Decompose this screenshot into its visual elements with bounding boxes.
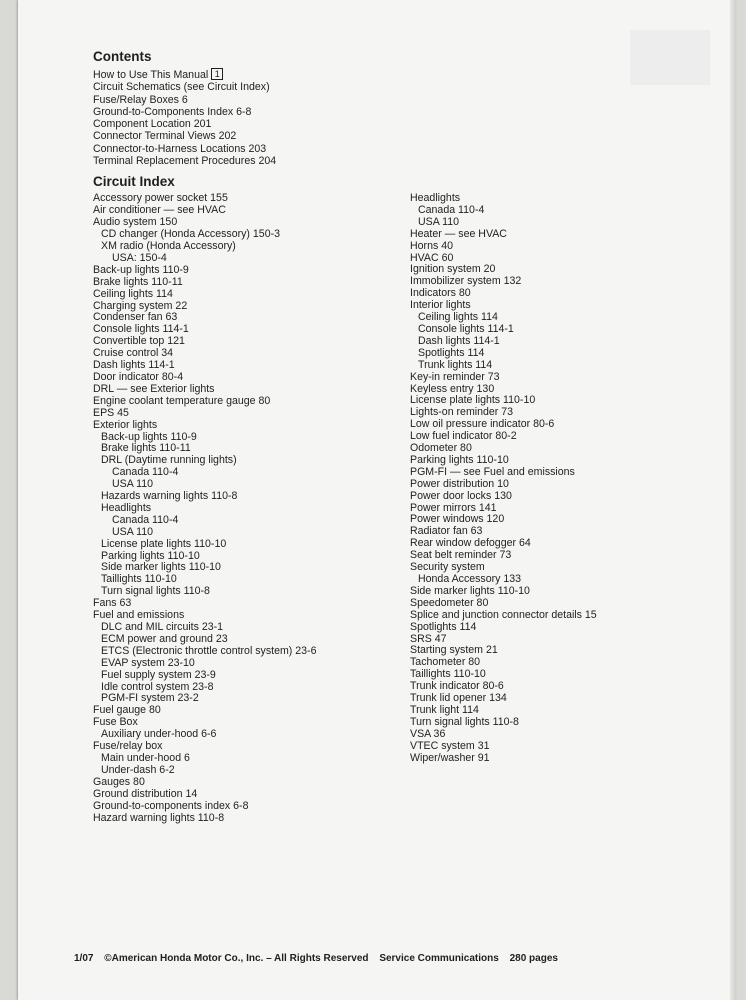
entry-text: Spotlights 114 [418,346,485,359]
entry-text: Interior lights [410,299,471,312]
entry-text: Parking lights 110-10 [101,549,200,562]
entry-text: Tachometer 80 [410,656,481,669]
entry-text: DRL — see Exterior lights [93,382,215,395]
entry-text: Component Location 201 [93,118,212,131]
footer-department: Service Communications [379,953,499,964]
entry-text: Cruise control 34 [93,347,174,360]
entry-text: Spotlights 114 [410,620,477,633]
entry-text: Console lights 114-1 [418,322,514,335]
entry-text: Brake lights 110-11 [93,275,183,288]
contents-item [93,94,423,106]
entry-text: Heater — see HVAC [410,227,507,240]
index-entry [410,229,730,241]
entry-text: Power distribution 10 [410,477,509,490]
entry-text: How to Use This Manual [93,69,209,81]
entry-text: Side marker lights 110-10 [101,561,221,574]
boxed-page-number: 1 [211,68,223,80]
entry-text: Odometer 80 [410,442,472,455]
entry-text: SRS 47 [410,632,447,645]
entry-text: Hazards warning lights 110-8 [101,490,238,503]
entry-text: Terminal Replacement Procedures 204 [93,155,277,168]
entry-text: Parking lights 110-10 [410,453,509,466]
entry-text: Speedometer 80 [410,596,489,609]
entry-text: Key-in reminder 73 [410,370,500,383]
entry-text: Headlights [410,192,461,204]
entry-text: Fans 63 [93,597,132,610]
entry-text: Connector-to-Harness Locations 203 [93,142,267,155]
entry-text: XM radio (Honda Accessory) [101,240,236,252]
entry-text: Keyless entry 130 [410,382,495,395]
entry-text: Security system [410,561,485,574]
index-entry [93,705,423,717]
left-column [93,48,423,824]
entry-text: Headlights [101,501,152,514]
entry-text: Fuel gauge 80 [93,704,161,717]
entry-text: License plate lights 110-10 [410,394,536,407]
entry-text: Canada 110-4 [418,203,485,216]
entry-text: Taillights 110-10 [101,573,177,586]
entry-text: Low oil pressure indicator 80-6 [410,418,555,431]
entry-text: Turn signal lights 110-8 [101,585,210,598]
entry-text: Power mirrors 141 [410,501,497,514]
entry-text: VSA 36 [410,727,446,740]
entry-text: Low fuel indicator 80-2 [410,430,517,443]
entry-text: Engine coolant temperature gauge 80 [93,394,271,407]
entry-text: Brake lights 110-11 [101,442,191,455]
contents-list [93,68,423,167]
document-page [18,0,736,1000]
page-footer [74,953,566,964]
entry-text: Radiator fan 63 [410,525,483,538]
contents-item [93,106,423,118]
entry-text: USA 110 [418,215,460,228]
entry-text: Fuse Box [93,716,138,729]
circuit-index-heading: Circuit Index [93,174,175,190]
entry-text: Ignition system 20 [410,263,496,276]
entry-text: Power door locks 130 [410,489,512,502]
footer-copyright: ©American Honda Motor Co., Inc. – All Rights Reserved [104,953,369,964]
entry-text: Ground-to-Components Index 6-8 [93,105,252,118]
entry-text: Accessory power socket 155 [93,192,228,205]
entry-text: Charging system 22 [93,299,188,312]
index-entry [410,717,730,729]
entry-text: Trunk light 114 [410,703,479,716]
entry-text: Dash lights 114-1 [93,359,175,372]
entry-text: Auxiliary under-hood 6-6 [101,728,217,741]
footer-date: 1/07 [74,953,94,964]
entry-text: Audio system 150 [93,216,178,229]
entry-text: Indicators 80 [410,287,471,300]
entry-text: USA 110 [112,525,154,538]
entry-text: USA 110 [112,478,154,491]
entry-text: Immobilizer system 132 [410,275,522,288]
entry-text: Trunk lid opener 134 [410,692,507,705]
entry-text: Condenser fan 63 [93,311,178,324]
entry-text: Main under-hood 6 [101,751,190,764]
entry-text: Air conditioner — see HVAC [93,204,226,217]
entry-text: Splice and junction connector details 15 [410,608,597,621]
entry-text: Convertible top 121 [93,335,185,348]
entry-text: Trunk indicator 80-6 [410,680,504,693]
entry-text: Lights-on reminder 73 [410,406,514,419]
entry-text: Fuse/Relay Boxes 6 [93,93,188,106]
contents-item [93,68,423,81]
entry-text: Canada 110-4 [112,466,179,479]
contents-item [93,81,423,93]
entry-text: CD changer (Honda Accessory) 150-3 [101,228,281,241]
contents-item [93,143,423,155]
entry-text: EVAP system 23-10 [101,656,195,669]
entry-text: Ground distribution 14 [93,787,198,800]
entry-text: Rear window defogger 64 [410,537,531,550]
index-entry [410,622,730,634]
entry-text: USA: 150-4 [112,251,167,264]
entry-text: HVAC 60 [410,251,454,264]
entry-text: EPS 45 [93,406,129,419]
entry-text: Gauges 80 [93,775,145,788]
entry-text: PGM-FI system 23-2 [101,692,199,705]
index-entry [410,241,730,253]
circuit-index-left-list [93,193,423,824]
entry-text: Fuel supply system 23-9 [101,668,216,681]
entry-text: Fuel and emissions [93,609,185,622]
entry-text: Dash lights 114-1 [418,334,500,347]
entry-text: ECM power and ground 23 [101,632,228,645]
entry-text: Ceiling lights 114 [93,287,173,300]
entry-text: Console lights 114-1 [93,323,189,336]
entry-text: Ground-to-components index 6-8 [93,799,249,812]
index-entry [93,813,423,825]
entry-text: Ceiling lights 114 [418,311,498,324]
entry-text: Wiper/washer 91 [410,751,490,764]
contents-item [93,118,423,130]
entry-text: Horns 40 [410,239,453,252]
entry-text: DLC and MIL circuits 23-1 [101,621,224,633]
entry-text: Connector Terminal Views 202 [93,130,237,143]
entry-text: Seat belt reminder 73 [410,549,512,562]
entry-text: Canada 110-4 [112,513,179,526]
entry-text: Hazard warning lights 110-8 [93,811,225,824]
entry-text: Idle control system 23-8 [101,680,214,693]
entry-text: Starting system 21 [410,644,498,657]
entry-text: Door indicator 80-4 [93,370,184,383]
contents-item [93,130,423,142]
index-entry [93,396,423,408]
entry-text: ETCS (Electronic throttle control system) 23-6 [101,644,317,657]
entry-text: Honda Accessory 133 [418,573,522,585]
entry-text: Fuse/relay box [93,740,163,753]
index-entry [410,753,730,765]
contents-heading: Contents [93,49,152,64]
contents-item [93,155,423,167]
entry-text: Trunk lights 114 [418,358,493,371]
bleed-through-tab [630,30,710,85]
entry-text: Taillights 110-10 [410,668,486,681]
entry-text: VTEC system 31 [410,739,490,752]
entry-text: Side marker lights 110-10 [410,584,530,597]
entry-text: Circuit Schematics (see Circuit Index) [93,81,270,94]
entry-text: Turn signal lights 110-8 [410,715,519,728]
entry-text: DRL (Daytime running lights) [101,454,237,467]
entry-text: License plate lights 110-10 [101,537,227,550]
index-entry [93,586,423,598]
right-column [410,193,730,765]
entry-text: Back-up lights 110-9 [101,430,197,443]
entry-text: Back-up lights 110-9 [93,263,189,276]
entry-text: Exterior lights [93,418,158,431]
footer-pages: 280 pages [509,953,558,964]
entry-text: Under-dash 6-2 [101,763,175,776]
entry-text: PGM-FI — see Fuel and emissions [410,465,575,478]
page-edge [730,0,736,1000]
circuit-index-right-list [410,193,730,765]
entry-text: Power windows 120 [410,513,505,526]
